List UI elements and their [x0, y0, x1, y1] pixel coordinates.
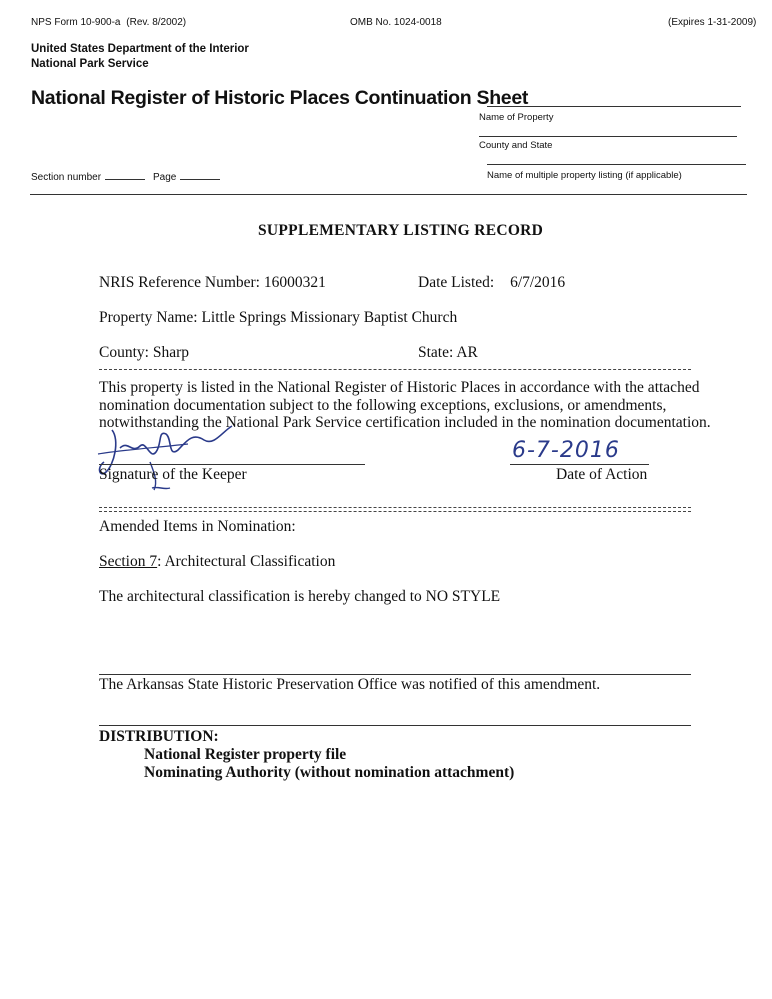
section-number: Section 7	[99, 553, 158, 570]
property-name-value: Little Springs Missionary Baptist Church	[201, 309, 458, 326]
date-listed-label: Date Listed:	[418, 274, 495, 291]
service-name: National Park Service	[31, 58, 149, 70]
listing-statement-line-2: nomination documentation subject to the following exceptions, exclusions, or amendments,	[99, 397, 667, 414]
form-title: National Register of Historic Places Continuation Sheet	[31, 87, 529, 109]
date-listed	[418, 274, 565, 292]
name-of-property-line	[487, 106, 741, 107]
county	[99, 344, 189, 362]
county-state-label: County and State	[479, 140, 553, 151]
section-number-label: Section number	[31, 172, 102, 183]
distribution-top-rule	[99, 725, 691, 726]
name-of-property-label: Name of Property	[479, 112, 554, 123]
county-state-line	[479, 136, 737, 137]
department-name: United States Department of the Interior	[31, 43, 249, 55]
record-heading: SUPPLEMENTARY LISTING RECORD	[258, 222, 544, 239]
multiple-listing-label: Name of multiple property listing (if applicable)	[487, 170, 682, 181]
amendment-text: The architectural classification is hereby changed to NO STYLE	[99, 588, 501, 605]
property-name	[99, 309, 457, 327]
form-number: NPS Form 10-900-a	[31, 17, 121, 28]
notification-text: The Arkansas State Historic Preservation Office was notified of this amendment.	[99, 676, 601, 693]
keeper-signature	[92, 410, 242, 500]
nris-reference	[99, 274, 326, 292]
signature-label: Signature of the Keeper	[99, 466, 247, 483]
page-label: Page	[153, 172, 177, 183]
nris-value: 16000321	[263, 274, 326, 291]
omb-number: OMB No. 1024-0018	[350, 17, 442, 28]
date-listed-value: 6/7/2016	[510, 274, 566, 291]
distribution-item: Nominating Authority (without nomination attachment)	[144, 764, 515, 781]
section-title: : Architectural Classification	[157, 553, 336, 570]
property-name-label: Property Name:	[99, 309, 198, 326]
county-value: Sharp	[152, 344, 189, 361]
form-revision: (Rev. 8/2002)	[126, 17, 187, 28]
date-of-action-line	[510, 464, 649, 465]
distribution-heading: DISTRIBUTION:	[99, 728, 219, 745]
dashed-separator	[99, 369, 691, 370]
handwritten-date: 6-7-2016	[512, 438, 620, 463]
county-label: County:	[99, 344, 149, 361]
state-value: AR	[456, 344, 478, 361]
double-dashed-separator	[99, 507, 691, 512]
notification-top-rule	[99, 674, 691, 675]
section-number-blank	[105, 169, 145, 180]
state	[418, 344, 478, 362]
section-reference	[99, 553, 335, 571]
page-blank	[180, 169, 220, 180]
signature-line	[99, 464, 365, 465]
date-of-action-label: Date of Action	[556, 466, 648, 483]
nris-label: NRIS Reference Number:	[99, 274, 260, 291]
amended-items-heading: Amended Items in Nomination:	[99, 518, 296, 535]
distribution-item: National Register property file	[144, 746, 347, 763]
expiration-date: (Expires 1-31-2009)	[668, 17, 757, 28]
form-id	[31, 17, 186, 28]
state-label: State:	[418, 344, 454, 361]
section-number-field	[31, 169, 145, 183]
page-field	[153, 169, 220, 183]
listing-statement-line-1: This property is listed in the National Register of Historic Places in accordance with the attached	[99, 379, 700, 396]
multiple-listing-line	[487, 164, 746, 165]
listing-statement-line-3: notwithstanding the National Park Service certification included in the nomination documentation.	[99, 414, 711, 431]
header-divider	[30, 194, 747, 195]
